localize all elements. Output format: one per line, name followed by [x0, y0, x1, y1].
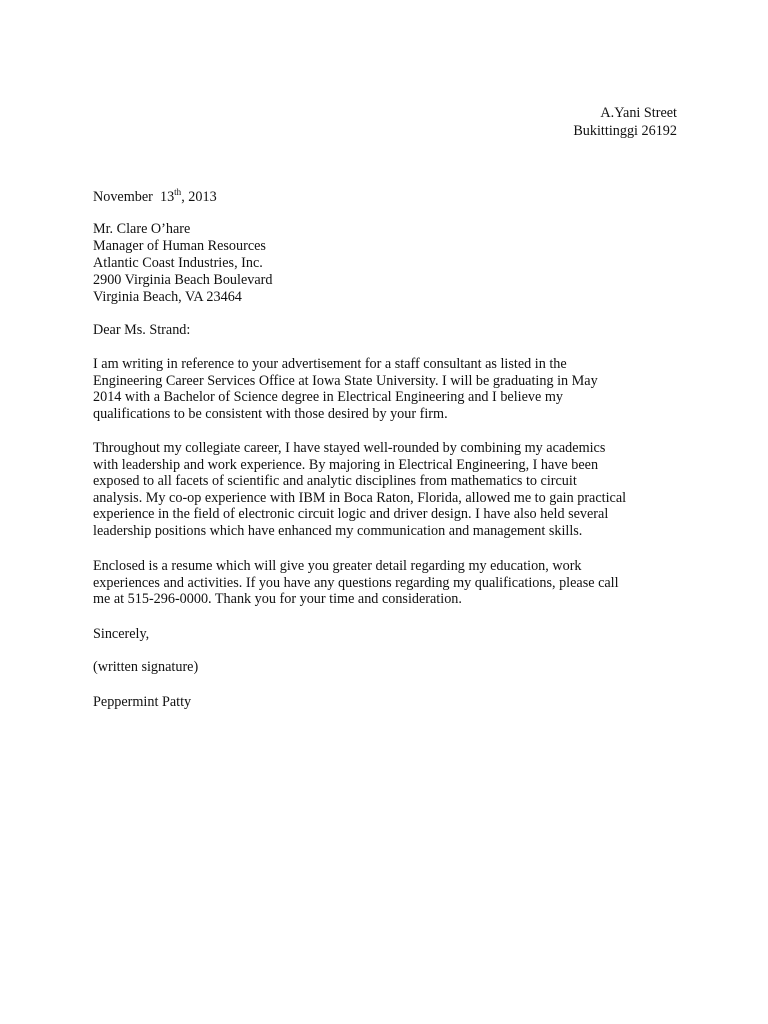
paragraph-line: I am writing in reference to your advertisement for a staff consultant as listed in the: [93, 356, 567, 372]
paragraph-line: experience in the field of electronic circuit logic and driver design. I have also held several: [93, 506, 609, 523]
sender-street: A.Yani Street: [600, 105, 677, 121]
paragraph-line: Enclosed is a resume which will give you greater detail regarding my education, work: [93, 558, 582, 574]
recipient-name: Mr. Clare O’hare: [93, 221, 191, 237]
signer-name: Peppermint Patty: [93, 694, 192, 710]
paragraph-line: exposed to all facets of scientific and analytic disciplines from mathematics to circuit: [93, 473, 577, 490]
recipient-title: Manager of Human Resources: [93, 238, 266, 254]
recipient-street: 2900 Virginia Beach Boulevard: [93, 272, 273, 288]
paragraph-line: Engineering Career Services Office at Iowa State University. I will be graduating in May: [93, 372, 598, 389]
recipient-city: Virginia Beach, VA 23464: [93, 289, 242, 305]
paragraph-line: me at 515-296-0000. Thank you for your time and consideration.: [93, 591, 462, 608]
paragraph-line: Throughout my collegiate career, I have stayed well-rounded by combining my academics: [93, 440, 606, 456]
paragraph-line: experiences and activities. If you have any questions regarding my qualifications, please call: [93, 574, 619, 591]
paragraph-line: 2014 with a Bachelor of Science degree in Electrical Engineering and I believe my: [93, 389, 563, 406]
body-paragraph-3: [93, 558, 619, 608]
recipient-company: Atlantic Coast Industries, Inc.: [93, 255, 263, 271]
body-paragraph-2: [93, 440, 626, 540]
date-day: 13: [159, 189, 175, 205]
sender-city: Bukittinggi 26192: [573, 123, 677, 139]
letter-date: [93, 188, 217, 206]
date-day-suffix: th: [174, 187, 182, 197]
paragraph-line: qualifications to be consistent with those desired by your firm.: [93, 405, 448, 422]
date-month: November: [93, 189, 153, 205]
signature-placeholder: (written signature): [93, 659, 199, 675]
sender-address: [573, 104, 677, 140]
recipient-address: [93, 221, 272, 306]
paragraph-line: leadership positions which have enhanced my communication and management skills.: [93, 522, 583, 539]
salutation: Dear Ms. Strand:: [93, 322, 191, 338]
body-paragraph-1: [93, 356, 598, 422]
closing: Sincerely,: [93, 626, 150, 642]
paragraph-line: with leadership and work experience. By majoring in Electrical Engineering, I have been: [93, 456, 599, 473]
paragraph-line: analysis. My co-op experience with IBM in Boca Raton, Florida, allowed me to gain practical: [93, 489, 627, 506]
date-year: , 2013: [181, 189, 217, 205]
